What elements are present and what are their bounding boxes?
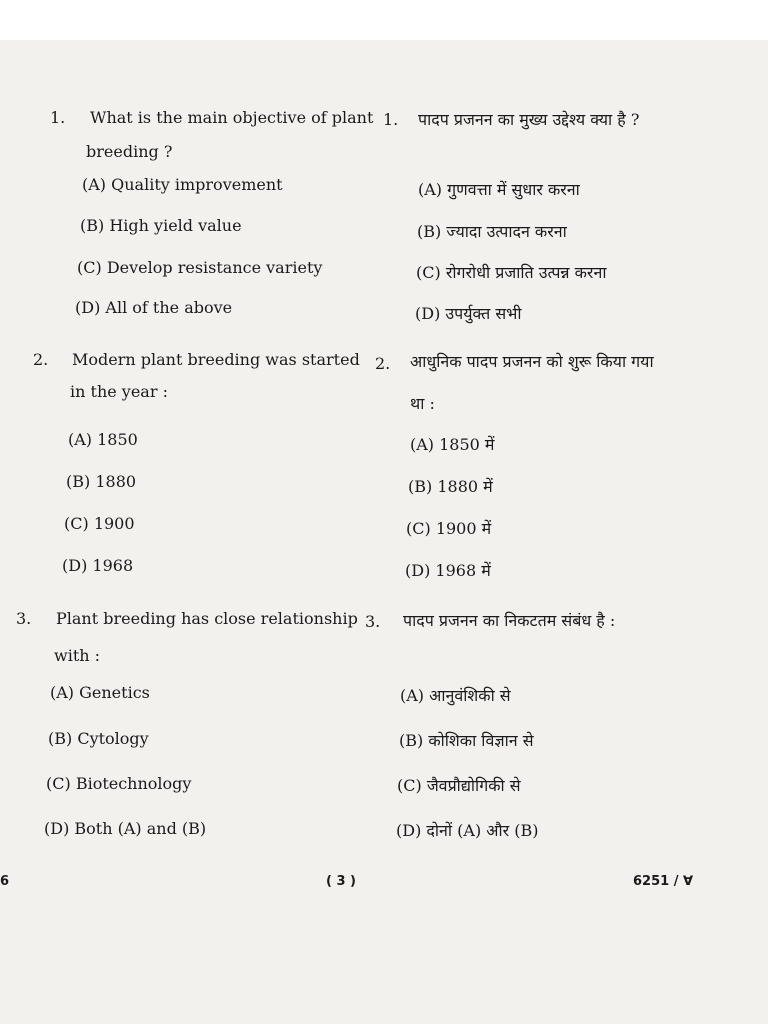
question-2-option-d-en: (D) 1968 bbox=[62, 556, 134, 575]
question-1-option-c-hi: (C) रोगरोधी प्रजाति उत्पन्न करना bbox=[416, 263, 607, 282]
question-1-option-d-en: (D) All of the above bbox=[75, 298, 233, 317]
question-2-number-en: 2. bbox=[33, 350, 49, 369]
question-3-text-hi-line1: पादप प्रजनन का निकटतम संबंध है : bbox=[403, 611, 616, 630]
question-2-option-c-en: (C) 1900 bbox=[64, 514, 135, 533]
question-3-option-b-hi: (B) कोशिका विज्ञान से bbox=[399, 731, 534, 750]
question-3-option-d-hi: (D) दोनों (A) और (B) bbox=[396, 821, 539, 840]
question-1-option-b-hi: (B) ज्यादा उत्पादन करना bbox=[417, 222, 567, 241]
question-3-option-a-hi: (A) आनुवंशिकी से bbox=[400, 686, 511, 705]
question-3-option-c-hi: (C) जैवप्रौद्योगिकी से bbox=[397, 776, 521, 795]
question-3-option-b-en: (B) Cytology bbox=[48, 729, 149, 748]
question-2-option-a-hi: (A) 1850 में bbox=[410, 435, 495, 454]
question-2-option-c-hi: (C) 1900 में bbox=[406, 519, 492, 538]
question-2-option-b-en: (B) 1880 bbox=[66, 472, 137, 491]
question-2-text-hi-line2: था : bbox=[410, 394, 435, 413]
paper-code: 6251 / ∀ bbox=[633, 874, 694, 889]
question-3-number-hi: 3. bbox=[365, 612, 381, 631]
question-2-option-a-en: (A) 1850 bbox=[68, 430, 138, 449]
question-1-option-a-en: (A) Quality improvement bbox=[82, 175, 283, 194]
question-3-option-d-en: (D) Both (A) and (B) bbox=[44, 819, 207, 838]
question-3-option-c-en: (C) Biotechnology bbox=[46, 774, 192, 793]
question-1-option-b-en: (B) High yield value bbox=[80, 216, 242, 235]
question-3-text-en-line2: with : bbox=[54, 646, 101, 665]
question-1-option-d-hi: (D) उपर्युक्त सभी bbox=[415, 304, 522, 323]
question-1-text-en-line1: What is the main objective of plant bbox=[90, 108, 374, 127]
question-1-number-hi: 1. bbox=[383, 110, 399, 129]
question-2-text-en-line1: Modern plant breeding was started bbox=[72, 350, 360, 369]
question-3-text-en-line1: Plant breeding has close relationship bbox=[56, 609, 358, 628]
question-2-text-en-line2: in the year : bbox=[70, 382, 168, 401]
question-2-text-hi-line1: आधुनिक पादप प्रजनन को शुरू किया गया bbox=[410, 352, 654, 371]
question-1-text-hi-line1: पादप प्रजनन का मुख्य उद्देश्य क्या है ? bbox=[418, 110, 640, 129]
question-1-option-a-hi: (A) गुणवत्ता में सुधार करना bbox=[418, 180, 580, 199]
question-1-number-en: 1. bbox=[50, 108, 66, 127]
question-2-option-d-hi: (D) 1968 में bbox=[405, 561, 491, 580]
question-3-option-a-en: (A) Genetics bbox=[50, 683, 150, 702]
footer-left-mark: 6 bbox=[0, 874, 10, 889]
page-number: ( 3 ) bbox=[326, 874, 356, 889]
question-1-option-c-en: (C) Develop resistance variety bbox=[77, 258, 323, 277]
question-3-number-en: 3. bbox=[16, 609, 32, 628]
question-1-text-en-line2: breeding ? bbox=[86, 142, 173, 161]
question-2-option-b-hi: (B) 1880 में bbox=[408, 477, 493, 496]
question-2-number-hi: 2. bbox=[375, 354, 391, 373]
